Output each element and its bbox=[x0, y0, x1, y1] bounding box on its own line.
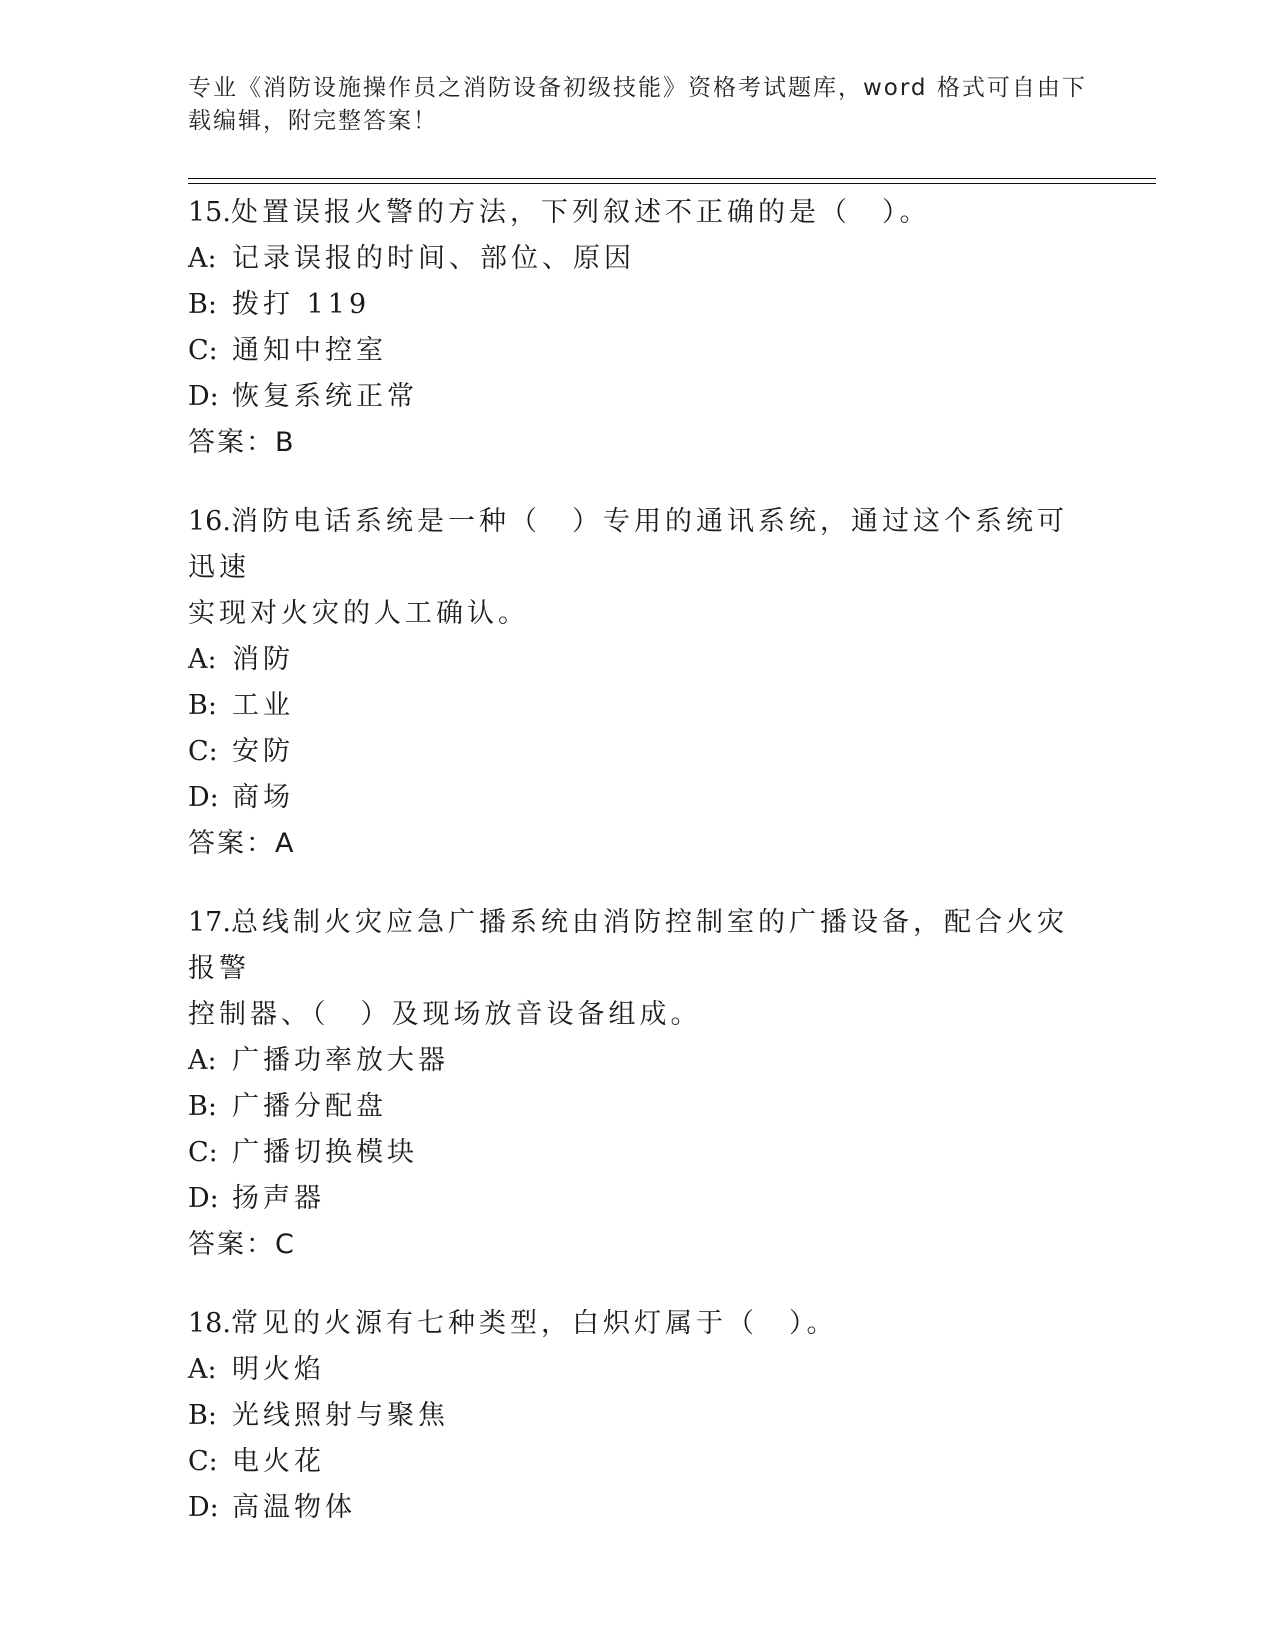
option-letter: B: bbox=[188, 1091, 217, 1122]
option-a bbox=[188, 637, 1088, 683]
option-letter: D: bbox=[188, 1492, 219, 1523]
option-text: 记录误报的时间、部位、原因 bbox=[232, 243, 635, 274]
option-c bbox=[188, 729, 1088, 775]
option-letter: A: bbox=[188, 1045, 217, 1076]
option-text: 光线照射与聚焦 bbox=[232, 1400, 449, 1431]
option-letter: A: bbox=[188, 644, 217, 675]
option-letter: B: bbox=[188, 690, 217, 721]
question-stem-line: 常见的火源有七种类型，白炽灯属于（ ）。 bbox=[230, 1308, 838, 1339]
header-divider-top bbox=[188, 178, 1156, 179]
question-stem bbox=[188, 190, 1088, 236]
question-16 bbox=[188, 499, 1088, 867]
document-header bbox=[188, 72, 1088, 138]
question-number: 16. bbox=[188, 506, 231, 537]
option-d bbox=[188, 1485, 1088, 1531]
option-text: 消防 bbox=[232, 644, 294, 675]
option-text: 扬声器 bbox=[232, 1183, 325, 1214]
option-letter: B: bbox=[188, 289, 217, 320]
question-stem-line: 消防电话系统是一种（ ）专用的通讯系统，通过这个系统可迅速 bbox=[188, 506, 1068, 583]
question-stem-line: 总线制火灾应急广播系统由消防控制室的广播设备，配合火灾报警 bbox=[188, 907, 1068, 984]
option-b bbox=[188, 1084, 1088, 1130]
question-stem-continuation: 实现对火灾的人工确认。 bbox=[188, 598, 529, 629]
option-letter: C: bbox=[188, 1446, 218, 1477]
option-a bbox=[188, 236, 1088, 282]
option-letter: C: bbox=[188, 1137, 218, 1168]
option-c bbox=[188, 328, 1088, 374]
option-letter: D: bbox=[188, 782, 219, 813]
option-letter: D: bbox=[188, 1183, 219, 1214]
option-text: 广播切换模块 bbox=[232, 1137, 418, 1168]
option-d bbox=[188, 374, 1088, 420]
option-text: 拨打 119 bbox=[232, 289, 371, 320]
question-stem bbox=[188, 1301, 1088, 1347]
header-line-2: 载编辑，附完整答案！ bbox=[188, 108, 438, 134]
question-number: 18. bbox=[188, 1308, 231, 1339]
option-letter: A: bbox=[188, 243, 217, 274]
question-number: 15. bbox=[188, 197, 231, 228]
option-text: 广播分配盘 bbox=[232, 1091, 387, 1122]
option-text: 电火花 bbox=[232, 1446, 325, 1477]
question-15 bbox=[188, 190, 1088, 466]
option-text: 高温物体 bbox=[232, 1492, 356, 1523]
option-b bbox=[188, 1393, 1088, 1439]
option-letter: A: bbox=[188, 1354, 217, 1385]
option-b bbox=[188, 683, 1088, 729]
option-c bbox=[188, 1439, 1088, 1485]
question-17 bbox=[188, 900, 1088, 1268]
question-stem bbox=[188, 499, 1088, 591]
option-d bbox=[188, 775, 1088, 821]
option-letter: D: bbox=[188, 381, 219, 412]
option-a bbox=[188, 1347, 1088, 1393]
option-b bbox=[188, 282, 1088, 328]
question-stem bbox=[188, 900, 1088, 992]
header-line-1: 专业《消防设施操作员之消防设备初级技能》资格考试题库，word 格式可自由下 bbox=[188, 75, 1087, 101]
option-text: 安防 bbox=[232, 736, 294, 767]
answer-line: 答案：C bbox=[188, 1229, 296, 1260]
answer-line: 答案：B bbox=[188, 427, 296, 458]
option-text: 广播功率放大器 bbox=[232, 1045, 449, 1076]
option-letter: C: bbox=[188, 736, 218, 767]
option-letter: B: bbox=[188, 1400, 217, 1431]
option-a bbox=[188, 1038, 1088, 1084]
option-letter: C: bbox=[188, 335, 218, 366]
question-number: 17. bbox=[188, 907, 231, 938]
option-text: 明火焰 bbox=[232, 1354, 325, 1385]
question-stem-continuation: 控制器、（ ）及现场放音设备组成。 bbox=[188, 999, 702, 1030]
option-text: 商场 bbox=[232, 782, 294, 813]
option-d bbox=[188, 1176, 1088, 1222]
option-text: 恢复系统正常 bbox=[232, 381, 418, 412]
option-text: 工业 bbox=[232, 690, 294, 721]
answer-line: 答案：A bbox=[188, 828, 296, 859]
option-c bbox=[188, 1130, 1088, 1176]
question-list bbox=[188, 190, 1088, 1564]
header-divider-bottom bbox=[188, 183, 1156, 184]
question-18 bbox=[188, 1301, 1088, 1531]
option-text: 通知中控室 bbox=[232, 335, 387, 366]
question-stem-line: 处置误报火警的方法，下列叙述不正确的是（ ）。 bbox=[230, 197, 931, 228]
